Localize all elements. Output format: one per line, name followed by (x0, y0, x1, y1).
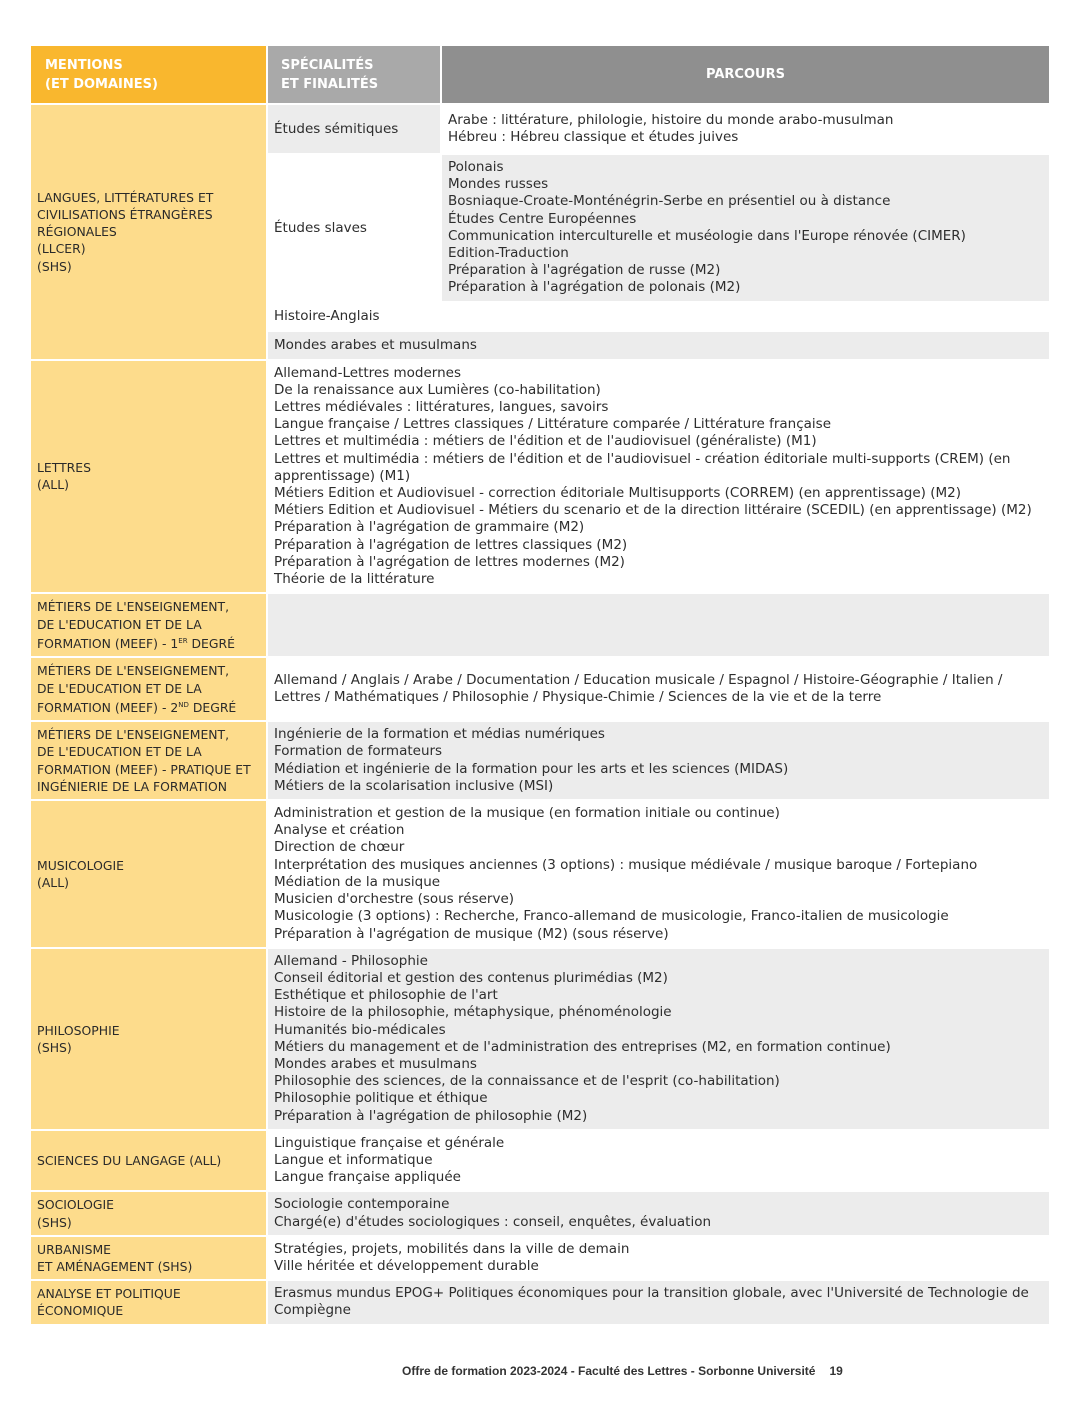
parcours-item: Préparation à l'agrégation de grammaire (M2) (274, 519, 585, 536)
mention-llcer (31, 104, 267, 360)
mention-line (37, 633, 260, 652)
mention-line: (ALL) (37, 477, 69, 493)
mention-line: (ALL) (37, 874, 69, 890)
mention-line: MÉTIERS DE L'ENSEIGNEMENT, (37, 663, 230, 679)
mention-line (37, 697, 260, 716)
parcours-item: Bosniaque-Croate-Monténégrin-Serbe en présentiel ou à distance (448, 193, 891, 210)
table-header (31, 46, 1049, 104)
mention-line: CIVILISATIONS ÉTRANGÈRES (37, 207, 213, 222)
specialite-mondes-arabes: Mondes arabes et musulmans (267, 331, 1049, 360)
mention-line: (SHS) (37, 1214, 72, 1230)
parcours-item: Interprétation des musiques anciennes (3 options) : musique médiévale / musique baroque / Fortepiano (274, 856, 978, 873)
page-footer (402, 1364, 843, 1378)
parcours-item: Polonais (448, 159, 504, 175)
parcours-analyse-politique (267, 1280, 1049, 1324)
header-parcours: PARCOURS (441, 46, 1049, 104)
header-mentions-line: MENTIONS (45, 57, 123, 73)
formation-table-page (31, 46, 1049, 1326)
parcours-item: Lettres et multimédia : métiers de l'édition et de l'audiovisuel (généraliste) (M1) (274, 433, 817, 450)
parcours-item: Préparation à l'agrégation de lettres modernes (M2) (274, 553, 625, 570)
parcours-item: Esthétique et philosophie de l'art (274, 987, 498, 1004)
specialite-slaves: Études slaves (267, 154, 441, 302)
table-row (31, 1280, 1049, 1324)
parcours-item: Préparation à l'agrégation de philosophie (M2) (274, 1107, 588, 1124)
mention-line: SOCIOLOGIE (37, 1197, 114, 1213)
parcours-slaves (441, 154, 1049, 302)
parcours-item: Ingénierie de la formation et médias numériques (274, 726, 605, 743)
parcours-item: Préparation à l'agrégation de lettres classiques (M2) (274, 536, 628, 553)
parcours-item: Lettres médiévales : littératures, langues, savoirs (274, 399, 609, 416)
table-row (31, 800, 1049, 948)
parcours-item: Communication interculturelle et muséologie dans l'Europe rénovée (CIMER) (448, 227, 966, 244)
mention-line: LANGUES, LITTÉRATURES ET (37, 189, 214, 205)
parcours-item: Arabe : littérature, philologie, histoire du monde arabo-musulman (448, 111, 894, 128)
mention-text: DEGRÉ (188, 699, 237, 715)
page-number: 19 (829, 1364, 843, 1378)
parcours-item: Préparation à l'agrégation de polonais (M2) (448, 279, 741, 296)
parcours-musicologie (267, 800, 1049, 948)
parcours-item: Langue française appliquée (274, 1169, 461, 1186)
table-row (31, 1236, 1049, 1280)
parcours-item: Préparation à l'agrégation de musique (M2) (sous réserve) (274, 925, 669, 942)
table-row (31, 360, 1049, 594)
header-mentions (31, 46, 267, 104)
parcours-item: Allemand - Philosophie (274, 952, 428, 969)
parcours-item: Histoire de la philosophie, métaphysique, phénoménologie (274, 1004, 672, 1021)
parcours-item: Philosophie des sciences, de la connaissance et de l'esprit (co-habilitation) (274, 1073, 780, 1090)
mention-lettres (31, 360, 267, 594)
mention-line: MÉTIERS DE L'ENSEIGNEMENT, (37, 727, 230, 743)
mention-line: INGÉNIERIE DE LA FORMATION (37, 778, 227, 794)
mention-meef-2nd-degre (31, 657, 267, 721)
mention-sociologie (31, 1191, 267, 1235)
mention-line: DE L'EDUCATION ET DE LA (37, 616, 202, 632)
table-row (31, 948, 1049, 1130)
table-row (31, 721, 1049, 800)
mention-text: FORMATION (MEEF) - 2 (37, 699, 179, 715)
parcours-item: Humanités bio-médicales (274, 1021, 446, 1038)
parcours-sociologie (267, 1191, 1049, 1235)
mention-line: MUSICOLOGIE (37, 857, 124, 873)
mention-line: PHILOSOPHIE (37, 1022, 120, 1038)
parcours-meef-pif (267, 721, 1049, 800)
mention-line: DE L'EDUCATION ET DE LA (37, 744, 202, 760)
mention-musicologie (31, 800, 267, 948)
parcours-item: Lettres et multimédia : métiers de l'édition et de l'audiovisuel - création éditoriale multi-supports (CREM) (en apprentissage) (M1) (274, 450, 1015, 484)
footer-text: Offre de formation 2023-2024 - Faculté des Lettres - Sorbonne Université (402, 1364, 816, 1378)
parcours-item: Sociologie contemporaine (274, 1196, 450, 1213)
specialite-semitiques: Études sémitiques (267, 104, 441, 154)
parcours-item: Direction de chœur (274, 839, 405, 856)
header-mentions-line: (ET DOMAINES) (45, 76, 158, 92)
mention-urbanisme (31, 1236, 267, 1280)
mention-meef-pif (31, 721, 267, 800)
parcours-semitiques (441, 104, 1049, 154)
parcours-lettres (267, 360, 1049, 594)
parcours-item: Médiation de la musique (274, 873, 441, 890)
parcours-urbanisme (267, 1236, 1049, 1280)
parcours-item: Études Centre Européennes (448, 210, 637, 227)
mention-line: FORMATION (MEEF) - PRATIQUE ET (37, 761, 251, 777)
parcours-item: Médiation et ingénierie de la formation pour les arts et les sciences (MIDAS) (274, 760, 789, 777)
parcours-philosophie (267, 948, 1049, 1130)
parcours-item: Allemand / Anglais / Arabe / Documentation / Education musicale / Espagnol / Histoire-Géographie / Italien / Lettres / Mathématiques / Philosophie / Physique-Chimie / Sciences de la vie et de la terre (274, 672, 1007, 706)
header-specialites-line: ET FINALITÉS (281, 76, 379, 92)
parcours-item: Ville héritée et développement durable (274, 1257, 539, 1274)
parcours-item: De la renaissance aux Lumières (co-habilitation) (274, 381, 601, 398)
parcours-item: Mondes arabes et musulmans (274, 1055, 477, 1072)
mention-sciences-langage (31, 1130, 267, 1192)
mention-philosophie (31, 948, 267, 1130)
mention-line: (SHS) (37, 1039, 72, 1055)
parcours-item: Préparation à l'agrégation de russe (M2) (448, 262, 721, 279)
formation-table (31, 46, 1049, 1326)
mention-analyse-politique (31, 1280, 267, 1324)
mention-line: URBANISME (37, 1241, 111, 1257)
parcours-item: Philosophie politique et éthique (274, 1090, 488, 1107)
specialite-histoire-anglais: Histoire-Anglais (267, 302, 1049, 331)
table-row (31, 1130, 1049, 1192)
mention-sup: ND (178, 700, 189, 709)
parcours-item: Erasmus mundus EPOG+ Politiques économiques pour la transition globale, avec l'Université de Technologie de Compiègne (274, 1285, 1034, 1319)
mention-line: LETTRES (37, 460, 91, 476)
header-specialites-line: SPÉCIALITÉS (281, 57, 374, 73)
parcours-item: Musicien d'orchestre (sous réserve) (274, 891, 515, 908)
parcours-item: Chargé(e) d'études sociologiques : conseil, enquêtes, évaluation (274, 1213, 712, 1230)
parcours-item: Théorie de la littérature (274, 571, 435, 588)
mention-line: MÉTIERS DE L'ENSEIGNEMENT, (37, 599, 230, 615)
mention-text: DEGRÉ (187, 635, 235, 651)
parcours-item: Formation de formateurs (274, 743, 443, 760)
mention-line: SCIENCES DU LANGAGE (ALL) (37, 1152, 222, 1168)
mention-sup: ER (178, 636, 188, 645)
mention-line: RÉGIONALES (37, 224, 117, 240)
parcours-item: Hébreu : Hébreu classique et études juives (448, 129, 739, 145)
mention-meef-1er-degre (31, 593, 267, 657)
parcours-item: Analyse et création (274, 822, 405, 839)
mention-line: ANALYSE ET POLITIQUE (37, 1286, 181, 1302)
parcours-meef-1er-degre (267, 593, 1049, 657)
parcours-item: Stratégies, projets, mobilités dans la ville de demain (274, 1240, 630, 1257)
parcours-item: Linguistique française et générale (274, 1134, 505, 1151)
parcours-item: Conseil éditorial et gestion des contenus plurimédias (M2) (274, 969, 668, 986)
parcours-item: Métiers Edition et Audiovisuel - correction éditoriale Multisupports (CORREM) (en apprentissage) (M2) (274, 485, 962, 502)
parcours-item: Administration et gestion de la musique (en formation initiale ou continue) (274, 805, 780, 822)
parcours-item: Musicologie (3 options) : Recherche, Franco-allemand de musicologie, Franco-italien de musicologie (274, 908, 949, 925)
header-specialites (267, 46, 441, 104)
parcours-meef-2nd-degre (267, 657, 1049, 721)
mention-line: (SHS) (37, 258, 72, 274)
parcours-item: Allemand-Lettres modernes (274, 364, 462, 381)
parcours-item: Langue et informatique (274, 1151, 433, 1168)
table-row (31, 593, 1049, 657)
parcours-item: Métiers de la scolarisation inclusive (MSI) (274, 777, 554, 794)
mention-line: ÉCONOMIQUE (37, 1303, 124, 1319)
table-row (31, 657, 1049, 721)
mention-text: FORMATION (MEEF) - 1 (37, 635, 179, 651)
parcours-item: Edition-Traduction (448, 245, 569, 262)
parcours-item: Métiers Edition et Audiovisuel - Métiers du scenario et de la direction littéraire (SCEDIL) (en apprentissage) (M2) (274, 502, 1032, 519)
parcours-item: Langue française / Lettres classiques / Littérature comparée / Littérature française (274, 416, 832, 433)
table-row (31, 104, 1049, 154)
parcours-item: Métiers du management et de l'administration des entreprises (M2, en formation continue) (274, 1038, 891, 1055)
mention-line: ET AMÉNAGEMENT (SHS) (37, 1258, 193, 1274)
parcours-item: Mondes russes (448, 176, 549, 193)
mention-line: (LLCER) (37, 241, 86, 257)
table-row (31, 1191, 1049, 1235)
mention-line: DE L'EDUCATION ET DE LA (37, 680, 202, 696)
parcours-sciences-langage (267, 1130, 1049, 1192)
